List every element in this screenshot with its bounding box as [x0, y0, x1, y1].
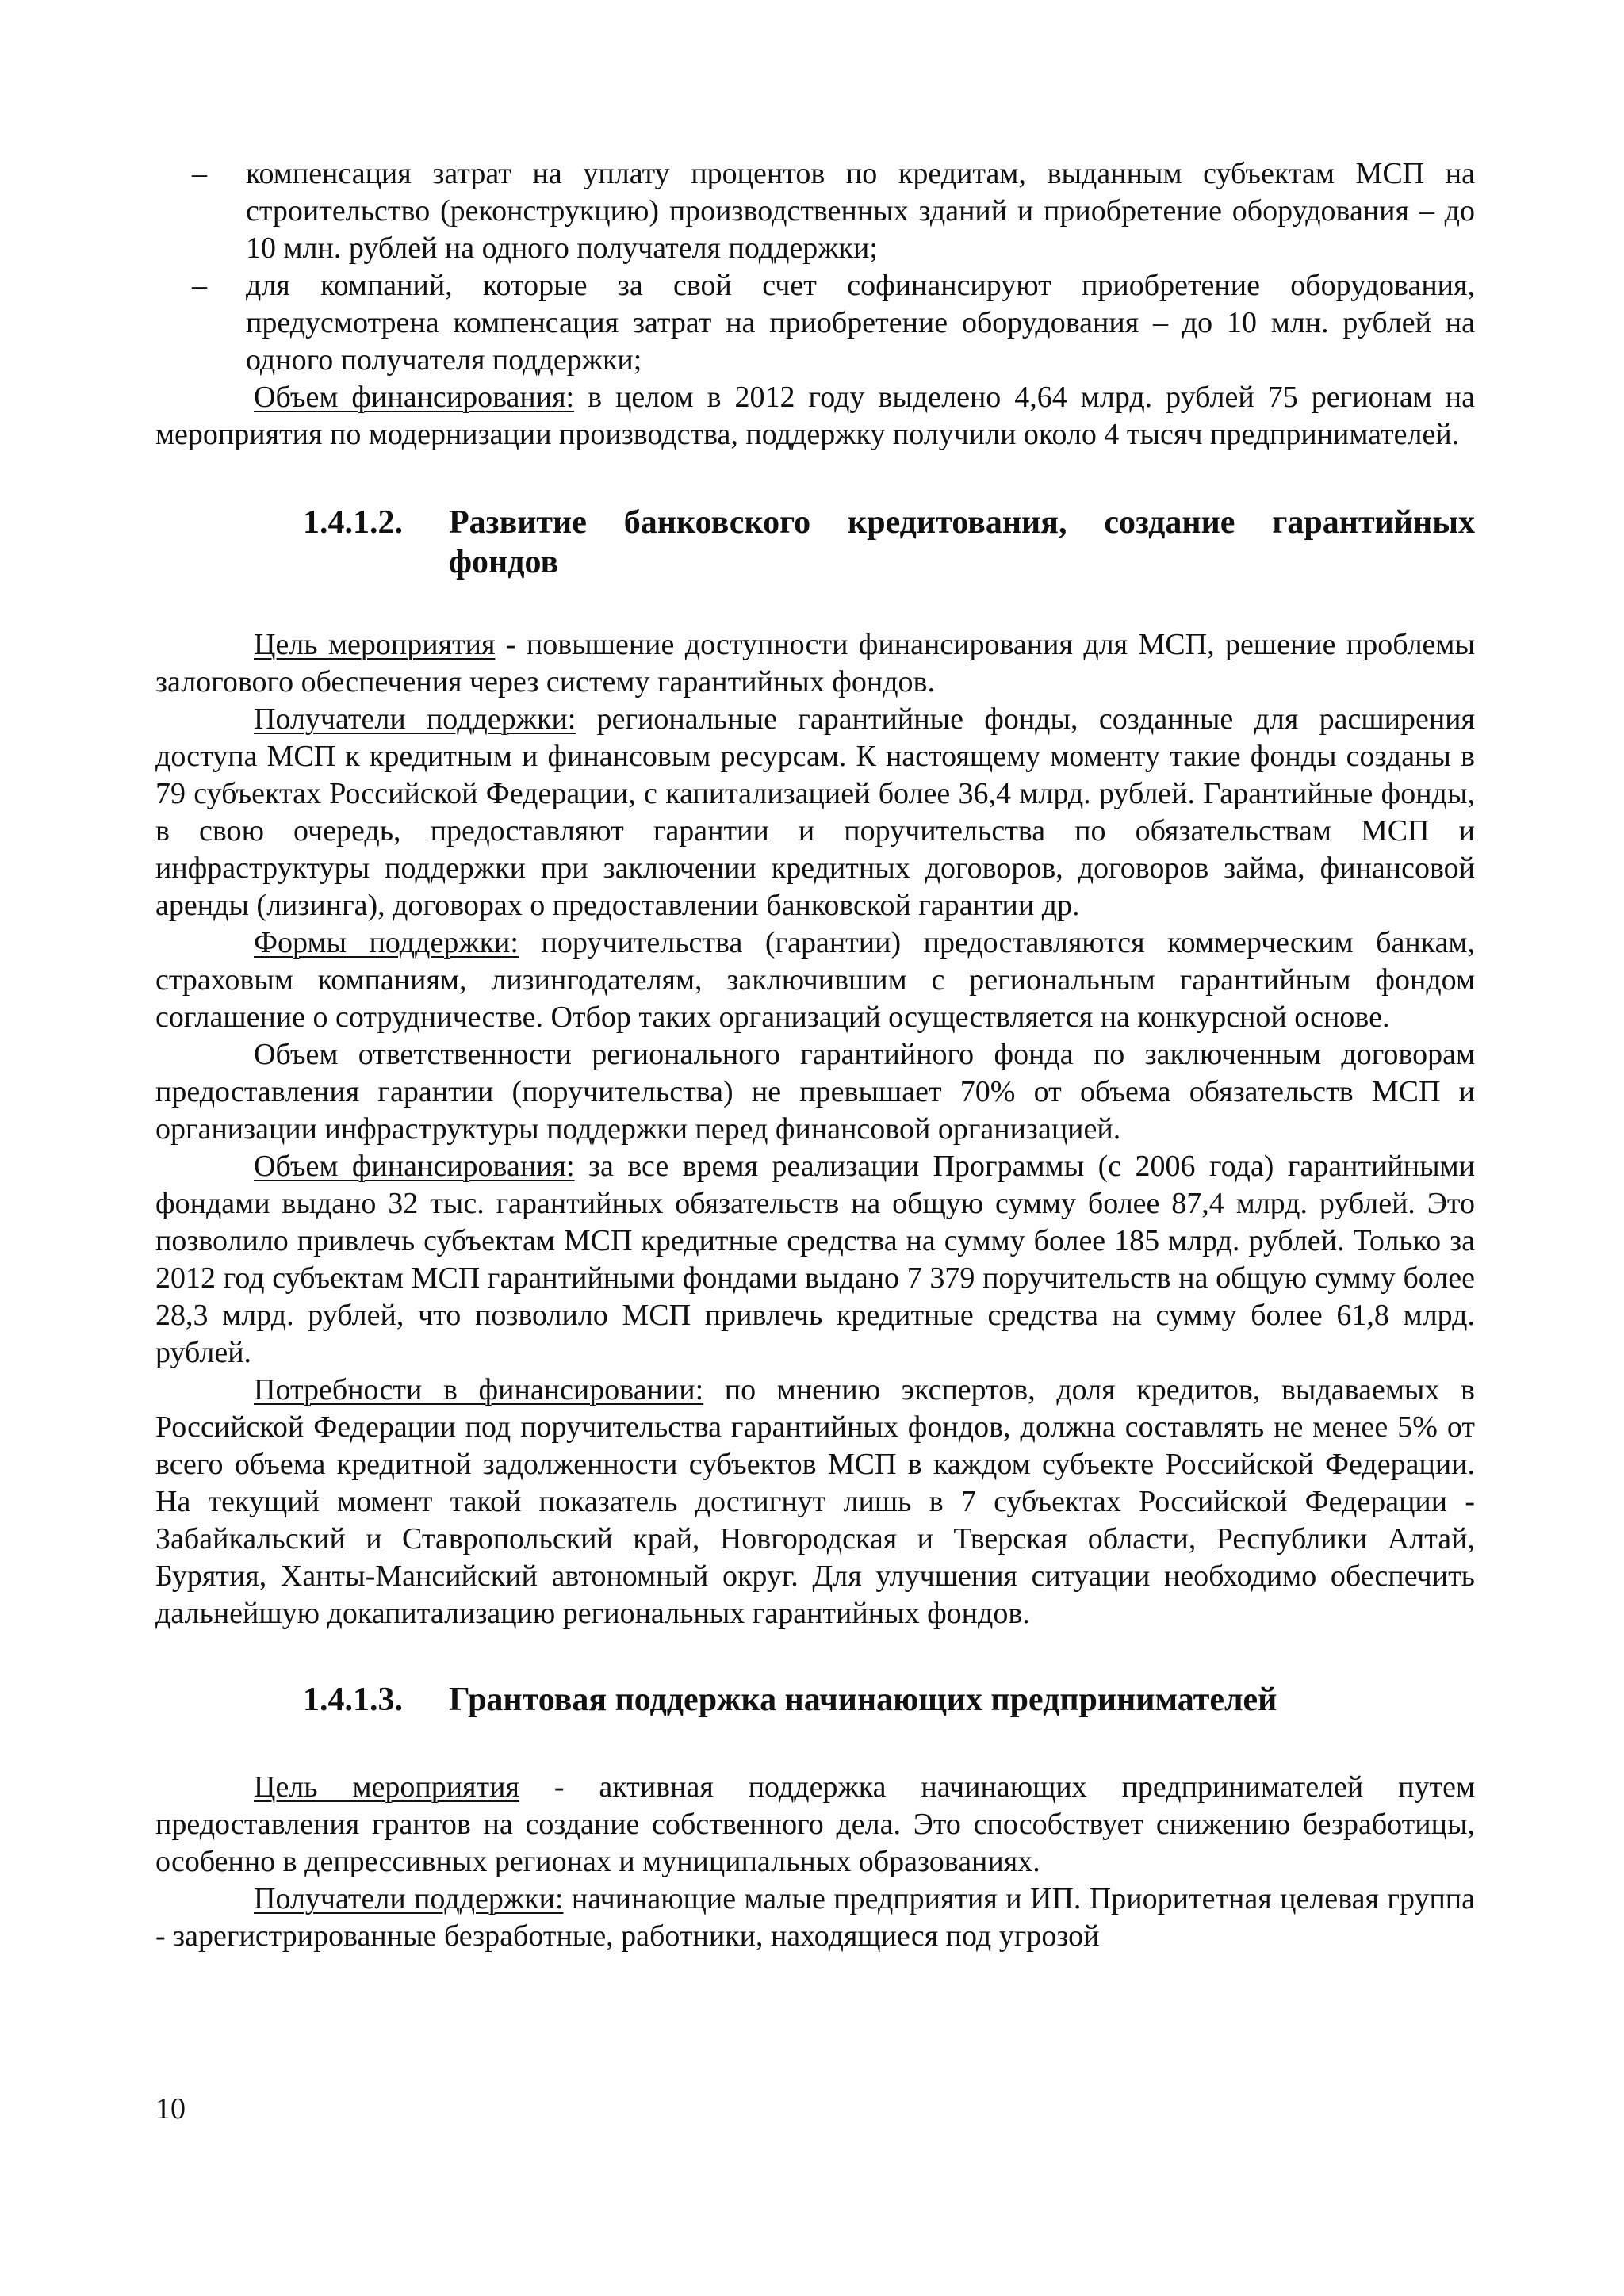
goal-label: Цель мероприятия	[254, 628, 496, 661]
recipients-label: Получатели поддержки:	[254, 1882, 564, 1915]
goal-text: - повышение доступности финансирования для МСП, решение проблемы залогового обеспечения через систему гарантийных фондов.	[155, 628, 1475, 698]
section-title: Грантовая поддержка начинающих предпринимателей	[449, 1682, 1277, 1718]
list-item	[155, 267, 1475, 379]
dash-marker: –	[192, 157, 207, 190]
section-number: 1.4.1.2.	[303, 504, 403, 541]
goal-label: Цель мероприятия	[254, 1770, 519, 1804]
list-item	[155, 155, 1475, 267]
funding-volume-label: Объем финансирования:	[254, 381, 575, 414]
dash-marker: –	[192, 269, 207, 302]
paragraph-financing-needs	[155, 1372, 1475, 1632]
page-number: 10	[155, 2092, 186, 2126]
goal-text: - активная поддержка начинающих предпринимателей путем предоставления грантов на создание собственного дела. Это способствует снижению безработицы, особенно в депрессивных регионах и муниципальных образованиях.	[155, 1770, 1476, 1878]
paragraph-recipients	[155, 701, 1475, 924]
recipients-text: региональные гарантийные фонды, созданные для расширения доступа МСП к кредитным и финансовым ресурсам. К настоящему моменту такие фонды созданы в 79 субъектах Российской Федерации, с капитализацией более 36,4 млрд. рублей. Гарантийные фонды, в свою очередь, предоставляют гарантии и поручительства по обязательствам МСП и инфраструктуры поддержки при заключении кредитных договоров, договоров займа, финансовой аренды (лизинга), договорах о предоставлении банковской гарантии др.	[155, 702, 1475, 922]
financing-needs-label: Потребности в финансировании:	[254, 1373, 704, 1406]
paragraph-support-forms	[155, 924, 1475, 1036]
section-heading-1-4-1-2	[155, 503, 1475, 582]
recipients-text: начинающие малые предприятия и ИП. Приоритетная целевая группа - зарегистрированные безработные, работники, находящиеся под угрозой	[155, 1882, 1476, 1953]
paragraph-recipients-143	[155, 1881, 1475, 1955]
bullet-list	[155, 155, 1475, 379]
funding-volume-label: Объем финансирования:	[254, 1150, 575, 1183]
list-item-text: для компаний, которые за свой счет софинансируют приобретение оборудования, предусмотрена компенсация затрат на приобретение оборудования – до 10 млн. рублей на одного получателя поддержки;	[246, 269, 1475, 377]
paragraph-liability: Объем ответственности регионального гарантийного фонда по заключенным договорам предоставления гарантии (поручительства) не превышает 70% от объема обязательств МСП и организации инфраструктуры поддержки перед финансовой организацией.	[155, 1038, 1475, 1146]
paragraph-goal-143	[155, 1769, 1475, 1881]
section-heading-1-4-1-3	[155, 1680, 1475, 1720]
funding-volume-text: за все время реализации Программы (с 2006 года) гарантийными фондами выдано 32 тыс. гарантийных обязательств на общую сумму более 87,4 млрд. рублей. Это позволило привлечь субъектам МСП кредитные средства на сумму более 185 млрд. рублей. Только за 2012 год субъектам МСП гарантийными фондами выдано 7 379 поручительств на общую сумму более 28,3 млрд. рублей, что позволило МСП привлечь кредитные средства на сумму более 61,8 млрд. рублей.	[155, 1150, 1476, 1369]
section-title: Развитие банковского кредитования, создание гарантийных фондов	[449, 504, 1475, 580]
list-item-text: компенсация затрат на уплату процентов по кредитам, выданным субъектам МСП на строительство (реконструкцию) производственных зданий и приобретение оборудования – до 10 млн. рублей на одного получателя поддержки;	[246, 157, 1475, 265]
document-page	[155, 155, 1475, 1955]
financing-needs-text: по мнению экспертов, доля кредитов, выдаваемых в Российской Федерации под поручительства гарантийных фондов, должна составлять не менее 5% от всего объема кредитной задолженности субъектов МСП в каждом субъекте Российской Федерации. На текущий момент такой показатель достигнут лишь в 7 субъектах Российской Федерации - Забайкальский и Ставропольский край, Новгородская и Тверская области, Республики Алтай, Бурятия, Ханты-Мансийский автономный округ. Для улучшения ситуации необходимо обеспечить дальнейшую докапитализацию региональных гарантийных фондов.	[155, 1373, 1475, 1630]
recipients-label: Получатели поддержки:	[254, 702, 576, 736]
support-forms-text: поручительства (гарантии) предоставляются коммерческим банкам, страховым компаниям, лизингодателям, заключившим с региональным гарантийным фондом соглашение о сотрудничестве. Отбор таких организаций осуществляется на конкурсной основе.	[155, 926, 1475, 1034]
section-number: 1.4.1.3.	[303, 1682, 403, 1718]
paragraph-goal	[155, 626, 1475, 701]
paragraph-funding-volume	[155, 379, 1475, 453]
funding-volume-text: в целом в 2012 году выделено 4,64 млрд. рублей 75 регионам на мероприятия по модернизации производства, поддержку получили около 4 тысяч предпринимателей.	[155, 381, 1475, 451]
support-forms-label: Формы поддержки:	[254, 926, 519, 959]
paragraph-funding-volume-142	[155, 1148, 1475, 1372]
